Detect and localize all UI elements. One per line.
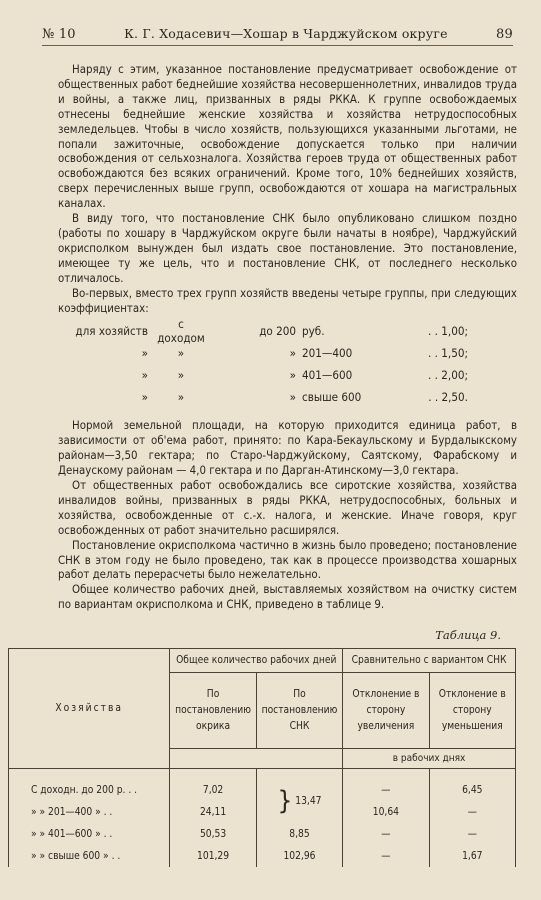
coefficient-row bbox=[58, 386, 517, 408]
row-label: » » 401—600 » . . bbox=[9, 823, 170, 845]
coef-label: » bbox=[177, 389, 185, 404]
table-caption: Таблица 9. bbox=[435, 628, 501, 642]
coef-range: 401—600 bbox=[302, 367, 353, 382]
column-header-farms: Хозяйства bbox=[9, 649, 170, 769]
running-title: К. Г. Ходасевич—Хошар в Чарджуйском округе bbox=[124, 26, 448, 41]
coef-label: » bbox=[141, 389, 148, 404]
coef-range: 201—400 bbox=[302, 345, 353, 360]
coef-label: » bbox=[141, 367, 148, 382]
cell-snk: 13,47 bbox=[295, 795, 322, 807]
coef-value: . . 2,00; bbox=[428, 367, 468, 382]
coef-range: » bbox=[289, 389, 296, 404]
table-row bbox=[9, 823, 516, 845]
coef-label: » bbox=[177, 345, 185, 360]
paragraph: Наряду с этим, указанное постановление предусматривает освобождение от общественных работ беднейшие хозяйства несовершеннолетних, инвалидов труда и войны, а также лиц, призванных в ряды РККА. К группе освобождаемых отнесены беднейшие женские хозяйства и хозяйства нетрудоспособных земледельцев. Чтобы в число хозяйств, пользующихся указанными льготами, не попали зажиточные, освобождение допускается только при наличии освобождения от сельхозналога. Хозяйства героев труда от общественных работ освобождаются без всяких ограничений. Кроме того, 10% беднейших хозяйств, сверх перечисленных выше групп, освобождаются от хошара на магистральных каналах. bbox=[58, 62, 517, 211]
paragraph: От общественных работ освобождались все сиротские хозяйства, хозяйства инвалидов войны, призванных в ряды РККА, нетрудоспособных, больных и хозяйства, освобожденные от с.-х. налога, и женские. Иначе говоря, круг освобожденных от работ значительно расширялся. bbox=[58, 478, 517, 537]
cell-decrease: — bbox=[429, 801, 515, 823]
coef-label: » bbox=[141, 345, 148, 360]
coef-value: . . 1,50; bbox=[428, 345, 468, 360]
issue-number: № 10 bbox=[42, 27, 76, 42]
cell-snk: 8,85 bbox=[256, 823, 342, 845]
coef-range: свыше 600 bbox=[302, 389, 362, 404]
page-number: 89 bbox=[496, 27, 513, 42]
cell-increase: — bbox=[343, 845, 429, 867]
cell-decrease: — bbox=[429, 823, 515, 845]
paragraph: Во-первых, вместо трех групп хозяйств введены четыре группы, при следующих коэффициентах: bbox=[58, 285, 517, 315]
table-row bbox=[9, 845, 516, 867]
paragraph: Постановление окрисполкома частично в жизнь было проведено; постановление СНК в этом году не было проведено, так как в процессе производства хошарных работ делать перерасчеты было нежелательно. bbox=[58, 537, 517, 582]
column-group-compare: Сравнительно с вариантом СНК bbox=[343, 649, 516, 673]
coefficient-list bbox=[58, 316, 517, 408]
coef-label: с доходом bbox=[157, 316, 205, 346]
column-header-okrik: По постановлению окрика bbox=[170, 673, 256, 749]
coef-label: для хозяйств bbox=[75, 323, 148, 338]
coef-value: . . 1,00; bbox=[428, 323, 468, 338]
row-label: » » 201—400 » . . bbox=[9, 801, 170, 823]
coef-range: » bbox=[289, 367, 296, 382]
row-label: » » свыше 600 » . . bbox=[9, 845, 170, 867]
column-header-snk: По постановлению СНК bbox=[256, 673, 342, 749]
cell-okrik: 7,02 bbox=[170, 769, 256, 802]
column-header-increase: Отклонение в сторону увеличения bbox=[343, 673, 429, 749]
paragraph: Общее количество рабочих дней, выставляемых хозяйством на очистку систем по вариантам окрисполкома и СНК, приведено в таблице 9. bbox=[58, 582, 517, 612]
cell-increase: 10,64 bbox=[343, 801, 429, 823]
unit-label: в рабочих днях bbox=[343, 749, 516, 769]
coef-range: до 200 bbox=[259, 323, 296, 338]
cell-okrik: 50,53 bbox=[170, 823, 256, 845]
cell-okrik: 101,29 bbox=[170, 845, 256, 867]
coef-range: » bbox=[289, 345, 296, 360]
cell-okrik: 24,11 bbox=[170, 801, 256, 823]
cell-increase: — bbox=[343, 769, 429, 802]
table-row bbox=[9, 769, 516, 802]
coef-value: . . 2,50. bbox=[428, 389, 468, 404]
coefficient-row bbox=[58, 316, 517, 346]
cell-snk: 102,96 bbox=[256, 845, 342, 867]
coefficient-row bbox=[58, 342, 517, 364]
row-label: С доходн. до 200 р. . . bbox=[9, 769, 170, 802]
column-group-total: Общее количество рабочих дней bbox=[170, 649, 343, 673]
column-header-decrease: Отклонение в сторону уменьшения bbox=[429, 673, 515, 749]
coef-range: руб. bbox=[302, 323, 325, 338]
paragraph: В виду того, что постановление СНК было опубликовано слишком поздно (работы по хошару в Чарджуйском округе были начаты в ноябре), Чарджуйский окрисполком вынужден был издать свое постановление. Это постановление, имеющее ту же цель, что и постановление СНК, от последнего несколько отличалось. bbox=[58, 211, 517, 285]
coef-label: » bbox=[177, 367, 185, 382]
cell-decrease: 6,45 bbox=[429, 769, 515, 802]
cell-decrease: 1,67 bbox=[429, 845, 515, 867]
brace-icon: } bbox=[277, 785, 293, 816]
data-table bbox=[8, 648, 516, 867]
running-header bbox=[42, 26, 513, 46]
cell-increase: — bbox=[343, 823, 429, 845]
body-text bbox=[58, 62, 517, 612]
coefficient-row bbox=[58, 364, 517, 386]
paragraph: Нормой земельной площади, на которую приходится единица работ, в зависимости от об'ема работ, принято: по Кара-Бекаульскому и Бурдалыкскому районам—3,50 гектара; по Старо-Чарджуйскому, Саятскому, Фарабскому и Денаускому районам — 4,0 гектара и по Дарган-Атинскому—3,0 гектара. bbox=[58, 418, 517, 478]
